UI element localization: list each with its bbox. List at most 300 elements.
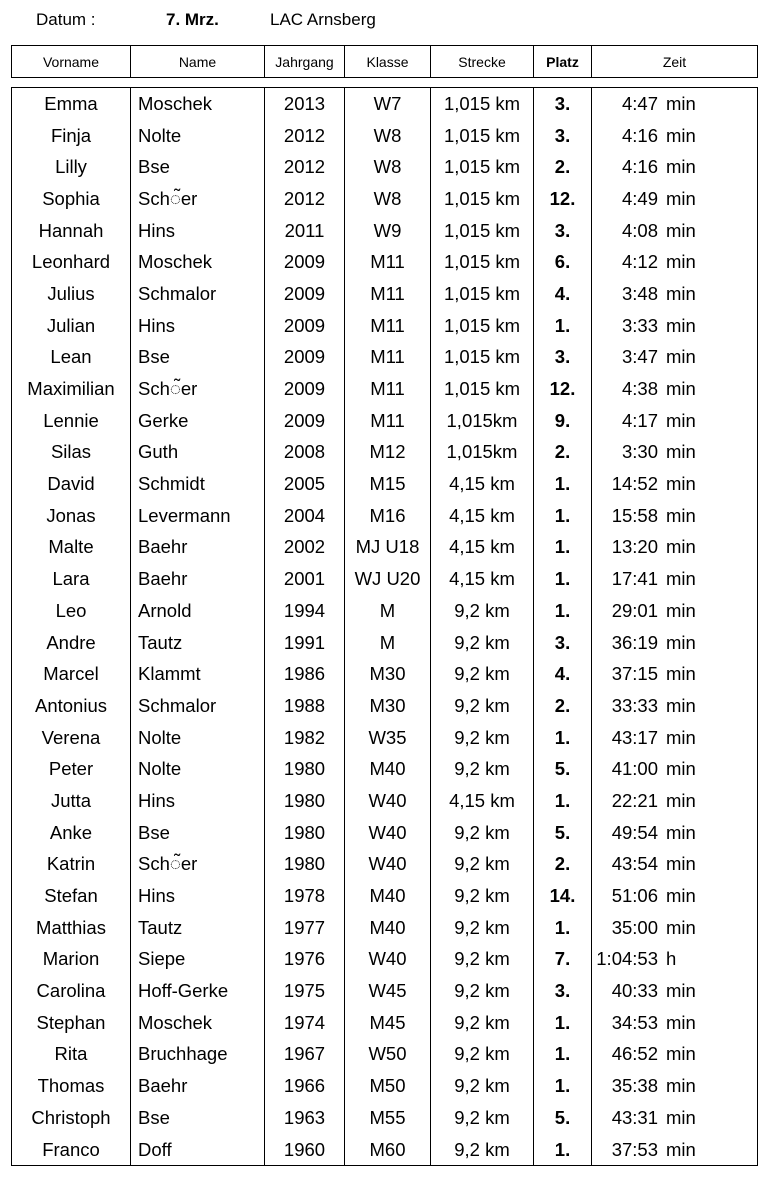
table-row (12, 437, 758, 469)
table-row (12, 500, 758, 532)
zeit-value: 41:00 (611, 758, 658, 780)
cell-platz: 5. (534, 817, 592, 849)
cell-klasse: W9 (345, 215, 431, 247)
cell-strecke: 4,15 km (431, 532, 534, 564)
cell-klasse: M30 (345, 658, 431, 690)
zeit-unit: min (666, 251, 696, 273)
zeit-unit: min (666, 568, 696, 590)
table-row (12, 1039, 758, 1071)
cell-klasse: W50 (345, 1039, 431, 1071)
table-row (12, 722, 758, 754)
zeit-unit: min (666, 1075, 696, 1097)
cell-strecke: 1,015km (431, 437, 534, 469)
zeit-unit: min (666, 853, 696, 875)
zeit-value: 51:06 (611, 885, 658, 907)
cell-platz: 6. (534, 246, 592, 278)
zeit-unit: min (666, 663, 696, 685)
cell-vorname: Lennie (12, 405, 131, 437)
cell-zeit (592, 468, 758, 500)
cell-zeit (592, 944, 758, 976)
cell-name: Baehr (131, 532, 265, 564)
cell-jahrgang: 2008 (265, 437, 345, 469)
zeit-value: 36:19 (611, 631, 658, 653)
cell-vorname: Matthias (12, 912, 131, 944)
table-row (12, 690, 758, 722)
cell-klasse: W8 (345, 183, 431, 215)
cell-platz: 3. (534, 627, 592, 659)
table-row (12, 246, 758, 278)
cell-klasse: M11 (345, 310, 431, 342)
cell-platz: 2. (534, 437, 592, 469)
cell-zeit (592, 1134, 758, 1166)
zeit-unit: min (666, 726, 696, 748)
cell-zeit (592, 532, 758, 564)
col-header-strecke: Strecke (431, 46, 534, 78)
results-rows (12, 88, 758, 1166)
cell-platz: 3. (534, 975, 592, 1007)
cell-jahrgang: 1980 (265, 849, 345, 881)
zeit-value: 3:48 (621, 282, 658, 304)
cell-platz: 12. (534, 183, 592, 215)
cell-zeit (592, 1039, 758, 1071)
cell-vorname: Katrin (12, 849, 131, 881)
zeit-value: 4:17 (621, 409, 658, 431)
cell-jahrgang: 2012 (265, 151, 345, 183)
table-row (12, 1134, 758, 1166)
col-header-name: Name (131, 46, 265, 78)
cell-zeit (592, 342, 758, 374)
cell-vorname: Thomas (12, 1070, 131, 1102)
zeit-unit: min (666, 473, 696, 495)
cell-vorname: Stephan (12, 1007, 131, 1039)
cell-vorname: Julius (12, 278, 131, 310)
cell-jahrgang: 2002 (265, 532, 345, 564)
zeit-value: 43:31 (611, 1106, 658, 1128)
cell-klasse: M30 (345, 690, 431, 722)
cell-strecke: 9,2 km (431, 595, 534, 627)
cell-vorname: David (12, 468, 131, 500)
cell-jahrgang: 1986 (265, 658, 345, 690)
cell-vorname: Lara (12, 563, 131, 595)
table-row (12, 532, 758, 564)
cell-zeit (592, 817, 758, 849)
cell-name: Moschek (131, 246, 265, 278)
cell-platz: 3. (534, 215, 592, 247)
cell-strecke: 9,2 km (431, 944, 534, 976)
zeit-unit: min (666, 821, 696, 843)
cell-platz: 1. (534, 1007, 592, 1039)
zeit-unit: min (666, 694, 696, 716)
cell-vorname: Finja (12, 120, 131, 152)
table-row (12, 753, 758, 785)
cell-jahrgang: 2001 (265, 563, 345, 595)
cell-jahrgang: 1980 (265, 785, 345, 817)
cell-name: Hins (131, 785, 265, 817)
cell-klasse: M11 (345, 278, 431, 310)
table-row (12, 1007, 758, 1039)
cell-platz: 1. (534, 722, 592, 754)
table-row (12, 563, 758, 595)
cell-vorname: Antonius (12, 690, 131, 722)
cell-zeit (592, 215, 758, 247)
table-row (12, 880, 758, 912)
cell-vorname: Andre (12, 627, 131, 659)
table-row (12, 120, 758, 152)
cell-name: Bruchhage (131, 1039, 265, 1071)
cell-jahrgang: 2009 (265, 310, 345, 342)
cell-vorname: Lean (12, 342, 131, 374)
cell-zeit (592, 627, 758, 659)
cell-klasse: M (345, 595, 431, 627)
cell-strecke: 9,2 km (431, 690, 534, 722)
zeit-unit: min (666, 758, 696, 780)
cell-vorname: Silas (12, 437, 131, 469)
zeit-value: 17:41 (611, 568, 658, 590)
zeit-unit: min (666, 378, 696, 400)
cell-name: Nolte (131, 120, 265, 152)
zeit-unit: min (666, 1043, 696, 1065)
cell-jahrgang: 1963 (265, 1102, 345, 1134)
cell-jahrgang: 1991 (265, 627, 345, 659)
cell-jahrgang: 1980 (265, 753, 345, 785)
cell-klasse: W8 (345, 151, 431, 183)
col-header-zeit: Zeit (592, 46, 758, 78)
cell-platz: 2. (534, 690, 592, 722)
cell-zeit (592, 246, 758, 278)
zeit-value: 37:53 (611, 1138, 658, 1160)
cell-name: Bse (131, 342, 265, 374)
cell-klasse: M40 (345, 912, 431, 944)
cell-strecke: 4,15 km (431, 500, 534, 532)
zeit-unit: min (666, 980, 696, 1002)
cell-zeit (592, 690, 758, 722)
cell-jahrgang: 2009 (265, 278, 345, 310)
table-row (12, 595, 758, 627)
zeit-value: 4:12 (621, 251, 658, 273)
cell-platz: 5. (534, 753, 592, 785)
table-row (12, 817, 758, 849)
column-header-table (11, 45, 758, 78)
cell-platz: 12. (534, 373, 592, 405)
zeit-value: 35:38 (611, 1075, 658, 1097)
cell-name: Bse (131, 817, 265, 849)
zeit-unit: min (666, 92, 696, 114)
zeit-value: 29:01 (611, 599, 658, 621)
cell-klasse: M15 (345, 468, 431, 500)
zeit-unit: min (666, 536, 696, 558)
cell-vorname: Leonhard (12, 246, 131, 278)
cell-klasse: WJ U20 (345, 563, 431, 595)
cell-strecke: 1,015 km (431, 342, 534, 374)
cell-zeit (592, 658, 758, 690)
cell-klasse: M11 (345, 373, 431, 405)
table-row (12, 1102, 758, 1134)
table-row (12, 310, 758, 342)
zeit-unit: min (666, 916, 696, 938)
table-row (12, 183, 758, 215)
cell-platz: 3. (534, 342, 592, 374)
cell-jahrgang: 1980 (265, 817, 345, 849)
datum-value: 7. Mrz. (166, 10, 219, 29)
cell-platz: 1. (534, 500, 592, 532)
cell-zeit (592, 1007, 758, 1039)
cell-klasse: W40 (345, 817, 431, 849)
cell-strecke: 9,2 km (431, 849, 534, 881)
cell-strecke: 4,15 km (431, 785, 534, 817)
cell-name: Bse (131, 1102, 265, 1134)
cell-jahrgang: 1960 (265, 1134, 345, 1166)
cell-strecke: 9,2 km (431, 1007, 534, 1039)
cell-jahrgang: 2009 (265, 246, 345, 278)
cell-vorname: Marion (12, 944, 131, 976)
cell-platz: 1. (534, 468, 592, 500)
cell-jahrgang: 1982 (265, 722, 345, 754)
cell-platz: 4. (534, 658, 592, 690)
cell-platz: 5. (534, 1102, 592, 1134)
cell-platz: 1. (534, 310, 592, 342)
cell-vorname: Anke (12, 817, 131, 849)
cell-name: Tautz (131, 627, 265, 659)
cell-jahrgang: 1976 (265, 944, 345, 976)
cell-zeit (592, 912, 758, 944)
cell-klasse: W40 (345, 849, 431, 881)
table-row (12, 912, 758, 944)
cell-zeit (592, 310, 758, 342)
zeit-unit: min (666, 346, 696, 368)
cell-vorname: Leo (12, 595, 131, 627)
zeit-unit: min (666, 1106, 696, 1128)
zeit-unit: min (666, 187, 696, 209)
cell-name: Baehr (131, 1070, 265, 1102)
cell-zeit (592, 405, 758, 437)
cell-zeit (592, 722, 758, 754)
cell-name: Hoff-Gerke (131, 975, 265, 1007)
cell-name: Guth (131, 437, 265, 469)
zeit-unit: min (666, 156, 696, 178)
cell-platz: 2. (534, 849, 592, 881)
zeit-value: 43:54 (611, 853, 658, 875)
cell-platz: 3. (534, 120, 592, 152)
cell-jahrgang: 2012 (265, 120, 345, 152)
table-row (12, 215, 758, 247)
cell-name: Schmalor (131, 690, 265, 722)
zeit-value: 40:33 (611, 980, 658, 1002)
cell-klasse: M55 (345, 1102, 431, 1134)
zeit-unit: min (666, 124, 696, 146)
cell-strecke: 1,015 km (431, 120, 534, 152)
cell-klasse: W7 (345, 88, 431, 120)
table-row (12, 1070, 758, 1102)
cell-strecke: 9,2 km (431, 658, 534, 690)
cell-zeit (592, 437, 758, 469)
cell-vorname: Hannah (12, 215, 131, 247)
cell-name: Nolte (131, 753, 265, 785)
cell-zeit (592, 785, 758, 817)
cell-jahrgang: 2013 (265, 88, 345, 120)
cell-platz: 7. (534, 944, 592, 976)
cell-jahrgang: 1975 (265, 975, 345, 1007)
zeit-value: 13:20 (611, 536, 658, 558)
cell-name: Tautz (131, 912, 265, 944)
cell-zeit (592, 1070, 758, 1102)
cell-klasse: M40 (345, 880, 431, 912)
cell-name: Sch◌̃er (131, 849, 265, 881)
cell-strecke: 9,2 km (431, 1070, 534, 1102)
cell-platz: 4. (534, 278, 592, 310)
zeit-value: 4:38 (621, 378, 658, 400)
zeit-unit: min (666, 314, 696, 336)
zeit-value: 3:47 (621, 346, 658, 368)
zeit-value: 43:17 (611, 726, 658, 748)
col-header-platz: Platz (534, 46, 592, 78)
cell-vorname: Rita (12, 1039, 131, 1071)
cell-zeit (592, 500, 758, 532)
zeit-value: 3:33 (621, 314, 658, 336)
cell-zeit (592, 183, 758, 215)
cell-vorname: Franco (12, 1134, 131, 1166)
cell-name: Hins (131, 310, 265, 342)
cell-strecke: 9,2 km (431, 1102, 534, 1134)
zeit-unit: min (666, 1138, 696, 1160)
cell-zeit (592, 88, 758, 120)
cell-klasse: M11 (345, 405, 431, 437)
cell-klasse: M11 (345, 246, 431, 278)
cell-jahrgang: 1988 (265, 690, 345, 722)
cell-name: Schmidt (131, 468, 265, 500)
table-row (12, 944, 758, 976)
cell-name: Sch◌̃er (131, 183, 265, 215)
cell-zeit (592, 753, 758, 785)
cell-platz: 1. (534, 1070, 592, 1102)
cell-jahrgang: 1966 (265, 1070, 345, 1102)
cell-vorname: Sophia (12, 183, 131, 215)
cell-name: Gerke (131, 405, 265, 437)
zeit-unit: min (666, 631, 696, 653)
cell-strecke: 9,2 km (431, 1039, 534, 1071)
cell-jahrgang: 2005 (265, 468, 345, 500)
zeit-value: 35:00 (611, 916, 658, 938)
cell-name: Schmalor (131, 278, 265, 310)
cell-strecke: 1,015 km (431, 310, 534, 342)
table-row (12, 373, 758, 405)
zeit-value: 4:16 (621, 124, 658, 146)
table-row (12, 278, 758, 310)
cell-strecke: 1,015 km (431, 151, 534, 183)
zeit-unit: min (666, 409, 696, 431)
club-name: LAC Arnsberg (270, 10, 376, 29)
results-table (11, 87, 758, 1166)
cell-name: Arnold (131, 595, 265, 627)
cell-platz: 1. (534, 785, 592, 817)
cell-klasse: MJ U18 (345, 532, 431, 564)
cell-name: Hins (131, 880, 265, 912)
cell-name: Levermann (131, 500, 265, 532)
cell-jahrgang: 1994 (265, 595, 345, 627)
cell-name: Doff (131, 1134, 265, 1166)
cell-name: Siepe (131, 944, 265, 976)
cell-vorname: Christoph (12, 1102, 131, 1134)
cell-name: Moschek (131, 1007, 265, 1039)
zeit-value: 14:52 (611, 473, 658, 495)
cell-platz: 1. (534, 563, 592, 595)
cell-vorname: Emma (12, 88, 131, 120)
cell-name: Nolte (131, 722, 265, 754)
cell-jahrgang: 1978 (265, 880, 345, 912)
cell-platz: 1. (534, 532, 592, 564)
cell-klasse: M40 (345, 753, 431, 785)
cell-strecke: 9,2 km (431, 912, 534, 944)
cell-strecke: 9,2 km (431, 880, 534, 912)
zeit-value: 46:52 (611, 1043, 658, 1065)
cell-platz: 1. (534, 1134, 592, 1166)
cell-name: Moschek (131, 88, 265, 120)
cell-jahrgang: 1967 (265, 1039, 345, 1071)
table-row (12, 88, 758, 120)
cell-vorname: Jutta (12, 785, 131, 817)
cell-klasse: W8 (345, 120, 431, 152)
column-header-row (12, 46, 758, 78)
cell-strecke: 1,015 km (431, 246, 534, 278)
cell-klasse: W40 (345, 944, 431, 976)
cell-zeit (592, 120, 758, 152)
cell-zeit (592, 278, 758, 310)
cell-jahrgang: 2012 (265, 183, 345, 215)
cell-klasse: M60 (345, 1134, 431, 1166)
zeit-unit: min (666, 282, 696, 304)
cell-jahrgang: 2009 (265, 373, 345, 405)
cell-zeit (592, 849, 758, 881)
cell-platz: 1. (534, 1039, 592, 1071)
col-header-jahrgang: Jahrgang (265, 46, 345, 78)
cell-vorname: Jonas (12, 500, 131, 532)
cell-klasse: M45 (345, 1007, 431, 1039)
table-row (12, 151, 758, 183)
cell-vorname: Stefan (12, 880, 131, 912)
cell-jahrgang: 2011 (265, 215, 345, 247)
cell-strecke: 9,2 km (431, 1134, 534, 1166)
zeit-unit: min (666, 504, 696, 526)
zeit-value: 34:53 (611, 1011, 658, 1033)
cell-strecke: 1,015 km (431, 278, 534, 310)
cell-platz: 2. (534, 151, 592, 183)
cell-name: Sch◌̃er (131, 373, 265, 405)
cell-klasse: M50 (345, 1070, 431, 1102)
table-row (12, 405, 758, 437)
cell-platz: 14. (534, 880, 592, 912)
cell-platz: 3. (534, 88, 592, 120)
col-header-vorname: Vorname (12, 46, 131, 78)
zeit-value: 15:58 (611, 504, 658, 526)
cell-vorname: Maximilian (12, 373, 131, 405)
cell-klasse: M11 (345, 342, 431, 374)
table-row (12, 849, 758, 881)
zeit-value: 37:15 (611, 663, 658, 685)
cell-jahrgang: 2009 (265, 342, 345, 374)
zeit-value: 22:21 (611, 789, 658, 811)
cell-name: Bse (131, 151, 265, 183)
cell-strecke: 1,015 km (431, 373, 534, 405)
cell-platz: 1. (534, 595, 592, 627)
table-row (12, 468, 758, 500)
col-header-klasse: Klasse (345, 46, 431, 78)
table-row (12, 658, 758, 690)
zeit-unit: min (666, 441, 696, 463)
zeit-value: 49:54 (611, 821, 658, 843)
cell-klasse: W40 (345, 785, 431, 817)
zeit-unit: min (666, 885, 696, 907)
cell-vorname: Lilly (12, 151, 131, 183)
zeit-unit: min (666, 219, 696, 241)
